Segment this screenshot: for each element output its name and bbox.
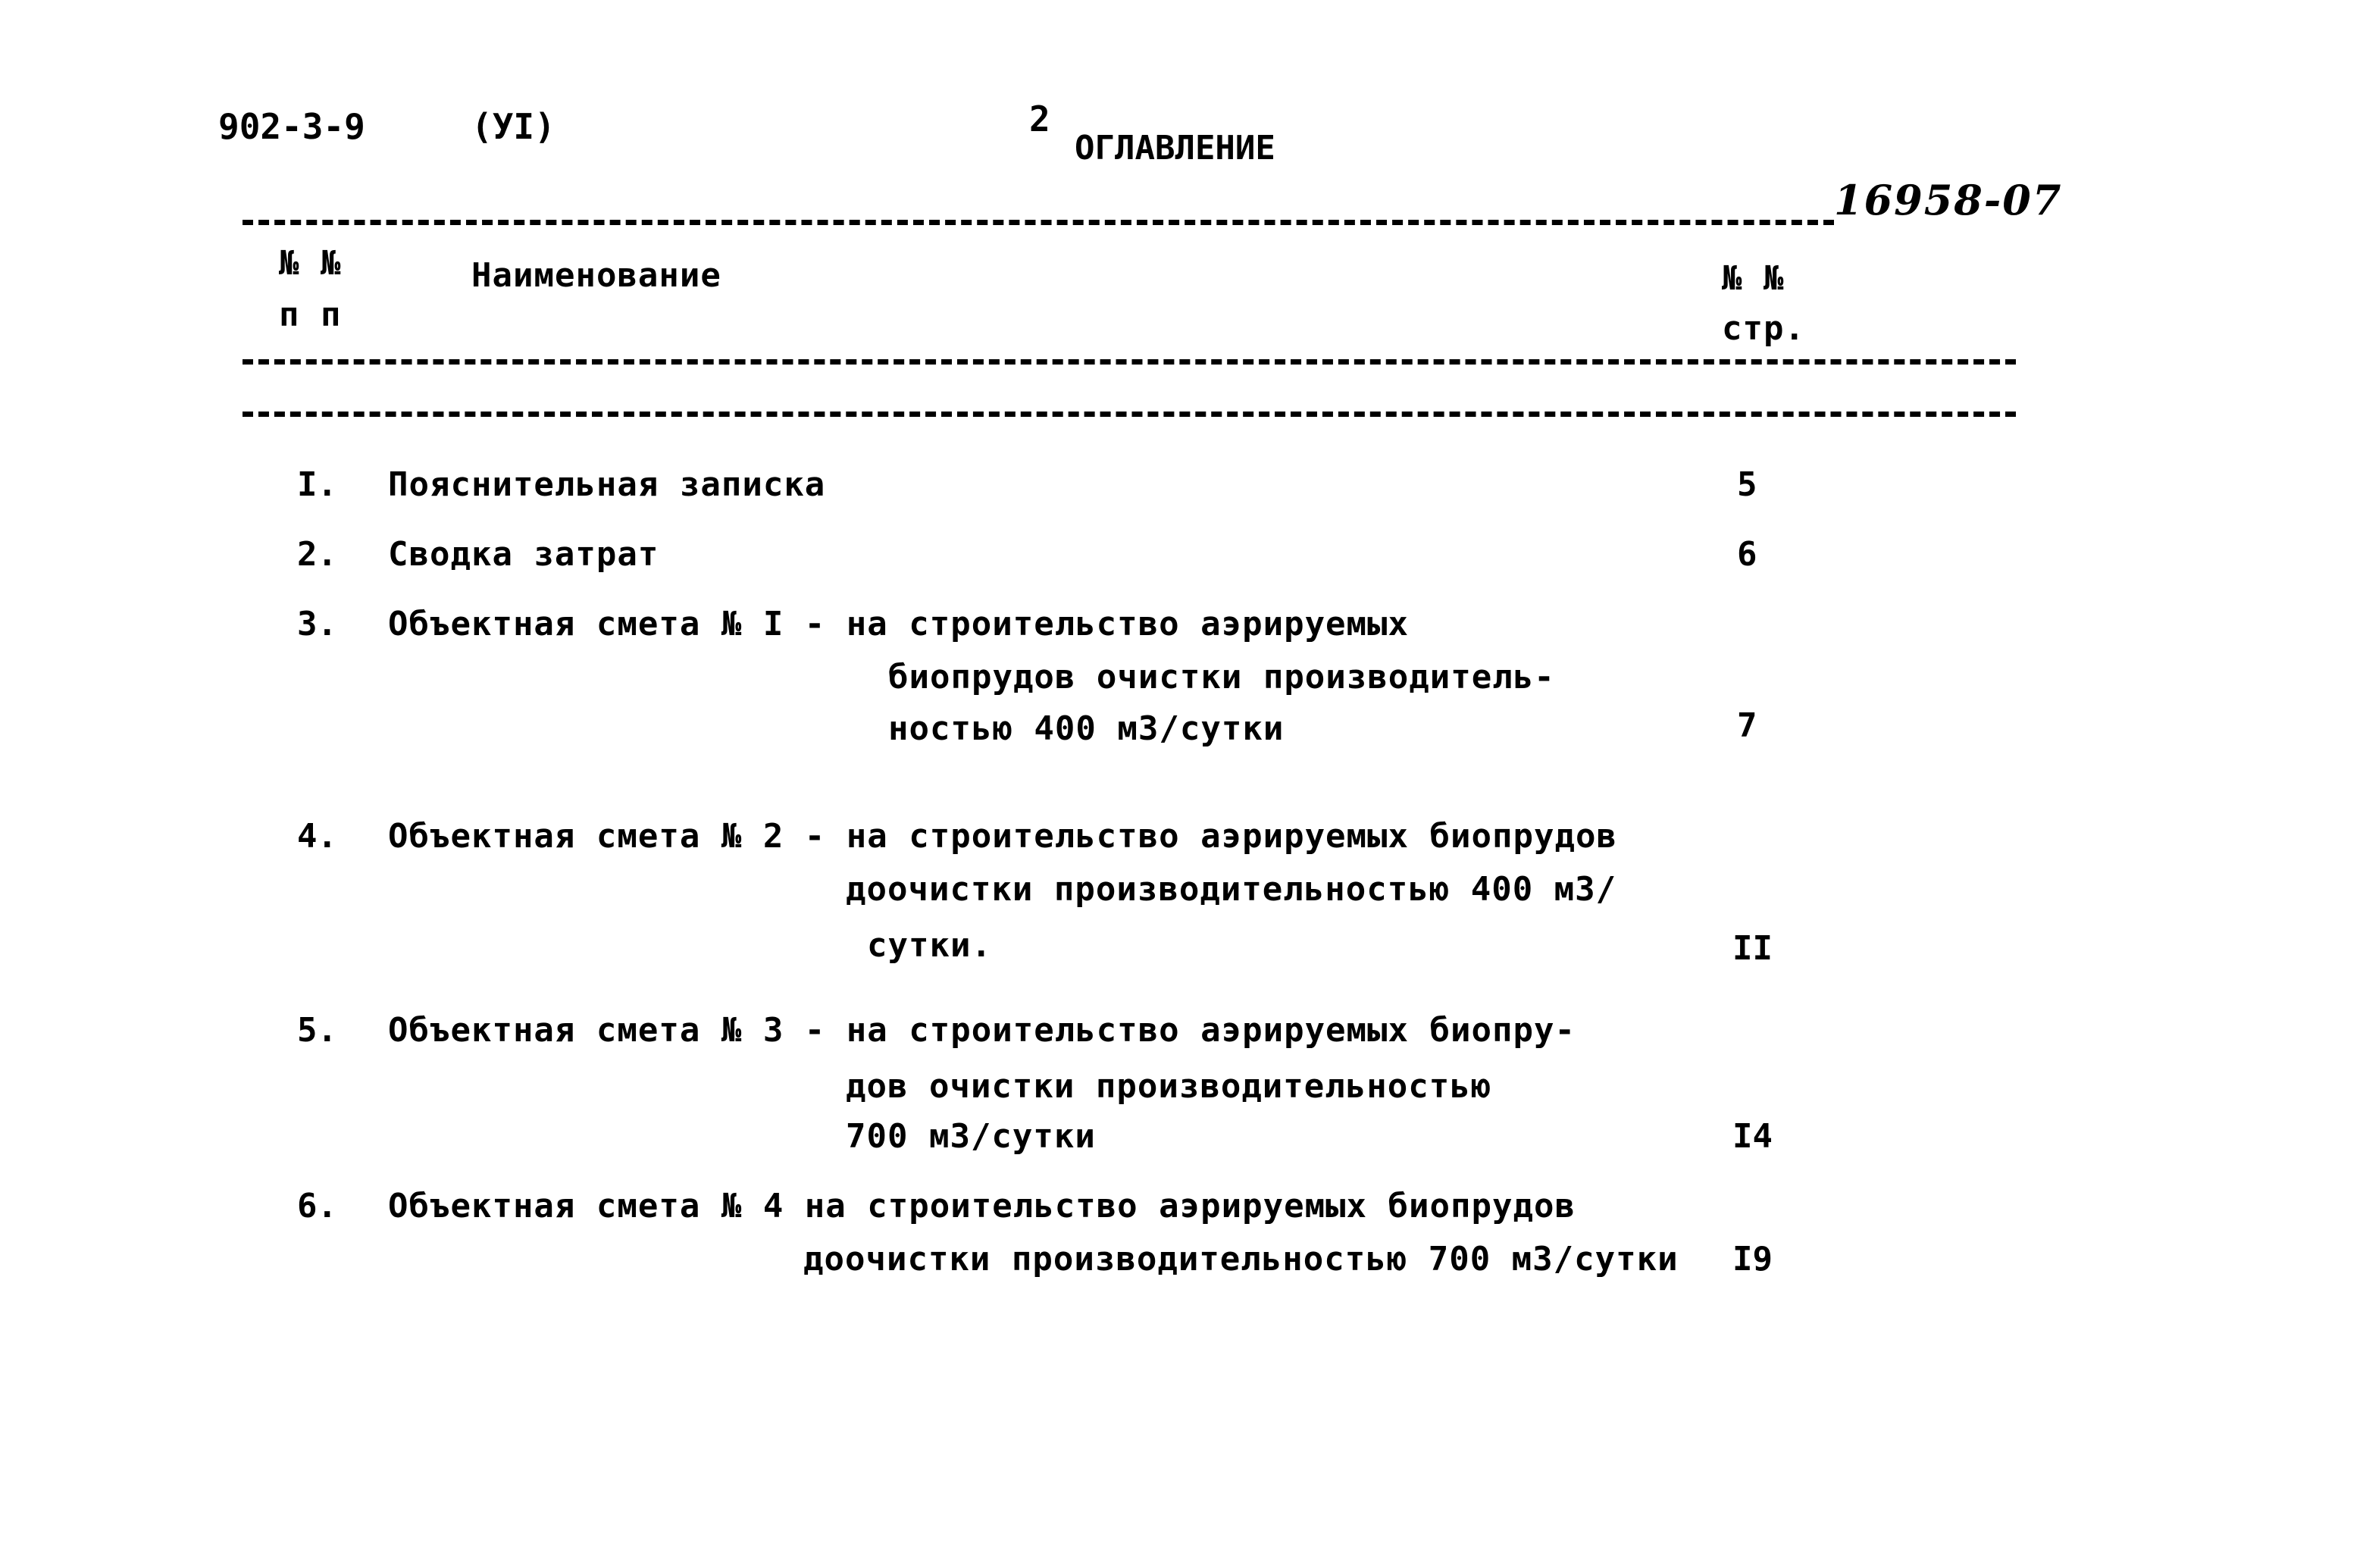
entry-title-cont: ностью 400 м3/сутки	[888, 709, 1285, 748]
entry-title-cont: 700 м3/сутки	[846, 1117, 1096, 1156]
rule-header-bottom	[243, 359, 2016, 365]
entry-number: 6.	[297, 1187, 337, 1225]
entry-page: 7	[1737, 706, 1757, 745]
col-header-num-sub: п п	[279, 296, 342, 334]
entry-title-cont: доочистки производительностью 400 м3/	[846, 870, 1617, 909]
rule-header-bottom-double	[243, 412, 2016, 417]
entry-page: II	[1732, 929, 1773, 968]
entry-number: 3.	[297, 605, 337, 643]
entry-title-cont: сутки.	[867, 926, 992, 965]
entry-page: I9	[1732, 1240, 1773, 1278]
serial-number: 16958-07	[1834, 176, 2063, 224]
col-header-page: № №	[1722, 259, 1785, 298]
page-title: ОГЛАВЛЕНИЕ	[1075, 129, 1275, 167]
page-number: 2	[1029, 99, 1050, 139]
entry-title-cont: доочистки производительностью 700 м3/сутки	[803, 1240, 1679, 1278]
volume-label: (УI)	[471, 106, 556, 147]
rule-top	[243, 220, 1834, 225]
entry-page: 5	[1737, 465, 1757, 504]
document-code: 902-3-9	[218, 106, 365, 147]
entry-page: 6	[1737, 535, 1757, 574]
entry-title: Объектная смета № 3 - на строительство аэрируемых биопру-	[388, 1011, 1576, 1050]
col-header-page-sub: стр.	[1722, 309, 1805, 348]
entry-number: 2.	[297, 535, 337, 574]
entry-number: 5.	[297, 1011, 337, 1050]
entry-title: Объектная смета № 4 на строительство аэрируемых биопрудов	[388, 1187, 1576, 1225]
entry-page: I4	[1732, 1117, 1773, 1156]
col-header-name: Наименование	[471, 256, 721, 295]
entry-title-cont: биопрудов очистки производитель-	[888, 658, 1555, 696]
entry-title: Объектная смета № I - на строительство аэрируемых	[388, 605, 1410, 643]
entry-number: I.	[297, 465, 337, 504]
entry-title: Пояснительная записка	[388, 465, 826, 504]
entry-title: Сводка затрат	[388, 535, 659, 574]
col-header-num: № №	[279, 244, 342, 283]
entry-title: Объектная смета № 2 - на строительство аэрируемых биопрудов	[388, 817, 1617, 856]
entry-number: 4.	[297, 817, 337, 856]
entry-title-cont: дов очистки производительностью	[846, 1067, 1492, 1106]
